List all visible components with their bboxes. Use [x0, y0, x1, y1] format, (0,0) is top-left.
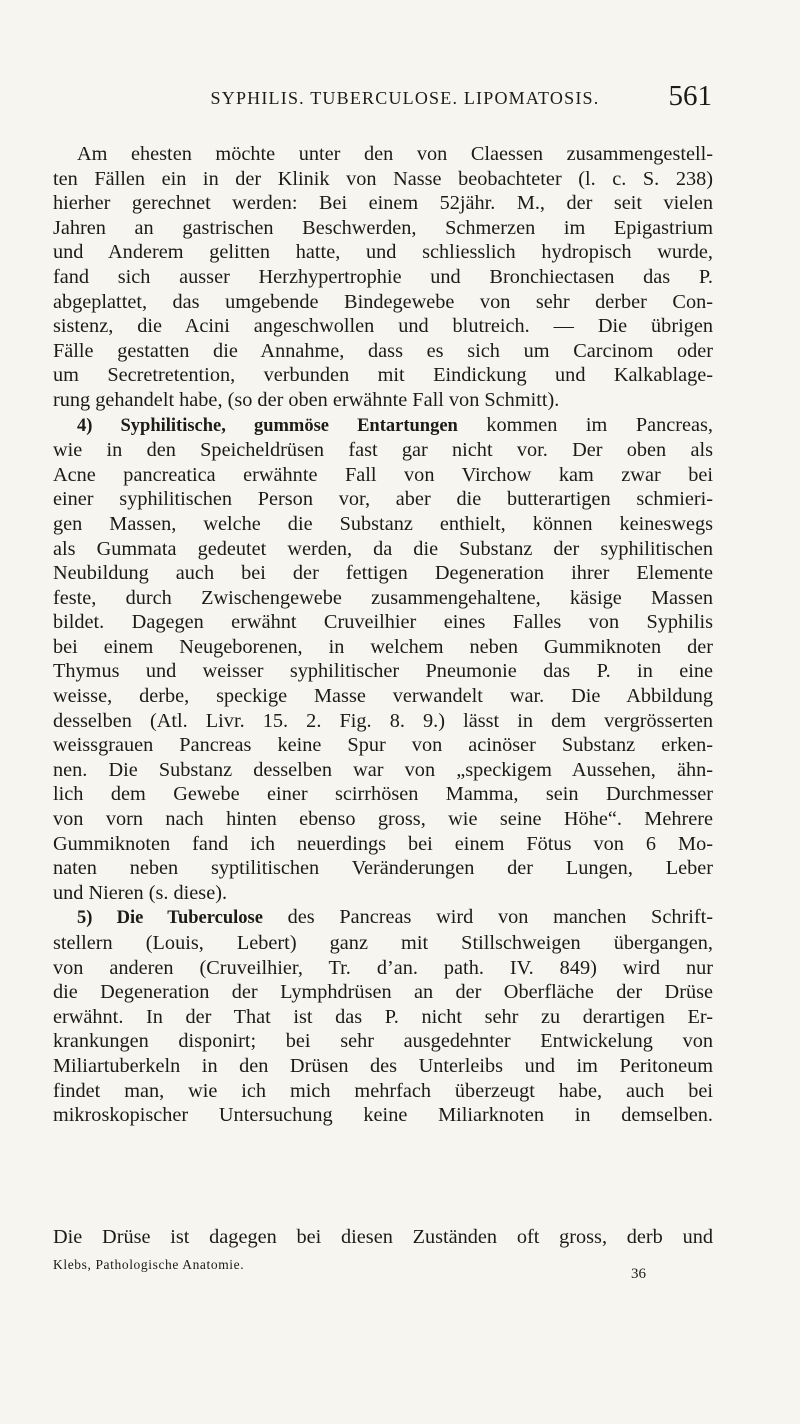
printer-signature-mark: 36 — [631, 1266, 646, 1282]
heading-continuation: des Pancreas wird von manchen Schrift- — [287, 906, 713, 929]
text-line: rung gehandelt habe, (so der oben erwähnte Fall von Schmitt). — [53, 388, 560, 411]
text-line: sistenz, die Acini angeschwollen und blutreich. — Die übrigen — [53, 315, 713, 338]
section-heading-tuberculose: 5) Die Tuberculose — [77, 908, 263, 929]
text-line: desselben (Atl. Livr. 15. 2. Fig. 8. 9.) lässt in dem vergrösserten — [53, 709, 713, 732]
text-line: weisse, derbe, speckige Masse verwandelt war. Die Abbildung — [53, 685, 713, 708]
text-line: nen. Die Substanz desselben war von „speckigem Aussehen, ähn- — [53, 758, 713, 781]
text-line: lich dem Gewebe einer scirrhösen Mamma, sein Durchmesser — [53, 783, 713, 806]
text-line: wie in den Speicheldrüsen fast gar nicht vor. Der oben als — [53, 439, 713, 462]
text-line: Fälle gestatten die Annahme, dass es sich um Carcinom oder — [53, 339, 713, 362]
text-line: weissgrauen Pancreas keine Spur von acinöser Substanz erken- — [53, 734, 713, 757]
text-line: von vorn nach hinten ebenso gross, wie seine Höhe“. Mehrere — [53, 808, 713, 831]
text-line: abgeplattet, das umgebende Bindegewebe von sehr derber Con- — [53, 290, 713, 313]
text-line: und Anderem gelitten hatte, und schliesslich hydropisch wurde, — [53, 241, 713, 264]
text-line: bei einem Neugeborenen, in welchem neben Gummiknoten der — [53, 635, 713, 658]
text-line: krankungen disponirt; bei sehr ausgedehnter Entwickelung von — [53, 1030, 713, 1053]
text-line: Acne pancreatica erwähnte Fall von Virchow kam zwar bei — [53, 463, 713, 486]
text-line: um Secretretention, verbunden mit Eindickung und Kalkablage- — [53, 364, 713, 387]
text-line: findet man, wie ich mich mehrfach überzeugt habe, auch bei — [53, 1079, 713, 1102]
text-line: mikroskopischer Untersuchung keine Miliarknoten in demselben. — [53, 1104, 713, 1127]
text-line: naten neben syptilitischen Veränderungen der Lungen, Leber — [53, 857, 713, 880]
text-line: Die Drüse ist dagegen bei diesen Zuständen oft gross, derb und — [53, 1226, 713, 1248]
main-text — [53, 142, 713, 1128]
section-heading-syphilis: 4) Syphilitische, gummöse Entartungen — [77, 415, 458, 436]
running-head: SYPHILIS. TUBERCULOSE. LIPOMATOSIS. — [210, 88, 600, 108]
text-line: erwähnt. In der That ist das P. nicht sehr zu derartigen Er- — [53, 1005, 713, 1028]
text-line: Jahren an gastrischen Beschwerden, Schmerzen im Epigastrium — [53, 216, 713, 239]
publication-footnote: Klebs, Pathologische Anatomie. — [53, 1257, 245, 1272]
text-line: Miliartuberkeln in den Drüsen des Unterleibs und im Peritoneum — [53, 1054, 713, 1077]
text-line: Neubildung auch bei der fettigen Degeneration ihrer Elemente — [53, 562, 713, 585]
text-line: fand sich ausser Herzhypertrophie und Bronchiectasen das P. — [53, 265, 713, 288]
text-line: stellern (Louis, Lebert) ganz mit Stillschweigen übergangen, — [53, 932, 713, 954]
section-heading-line — [53, 413, 713, 439]
section-heading-line — [53, 905, 713, 931]
text-line: bildet. Dagegen erwähnt Cruveilhier eines Falles von Syphilis — [53, 611, 713, 634]
text-line: ten Fällen ein in der Klinik von Nasse beobachteter (l. c. S. 238) — [53, 167, 713, 190]
text-line: als Gummata gedeutet werden, da die Substanz der syphilitischen — [53, 537, 713, 560]
text-line: und Nieren (s. diese). — [53, 881, 228, 904]
text-line: von anderen (Cruveilhier, Tr. d’an. path. IV. 849) wird nur — [53, 956, 713, 979]
text-line: die Degeneration der Lymphdrüsen an der Oberfläche der Drüse — [53, 981, 713, 1004]
text-line: Am ehesten möchte unter den von Claessen zusammengestell- — [77, 143, 713, 165]
text-line: Gummiknoten fand ich neuerdings bei einem Fötus von 6 Mo- — [53, 832, 713, 855]
text-line: Thymus und weisser syphilitischer Pneumonie das P. in eine — [53, 660, 713, 683]
page-number: 561 — [668, 80, 712, 112]
text-line: hierher gerechnet werden: Bei einem 52jähr. M., der seit vielen — [53, 192, 713, 215]
text-line: feste, durch Zwischengewebe zusammengehaltene, käsige Massen — [53, 586, 713, 609]
last-text-line — [53, 1225, 713, 1250]
heading-continuation: kommen im Pancreas, — [486, 413, 714, 436]
text-line: einer syphilitischen Person vor, aber die butterartigen schmieri- — [53, 488, 713, 511]
text-line: gen Massen, welche die Substanz enthielt, können keineswegs — [53, 512, 713, 535]
